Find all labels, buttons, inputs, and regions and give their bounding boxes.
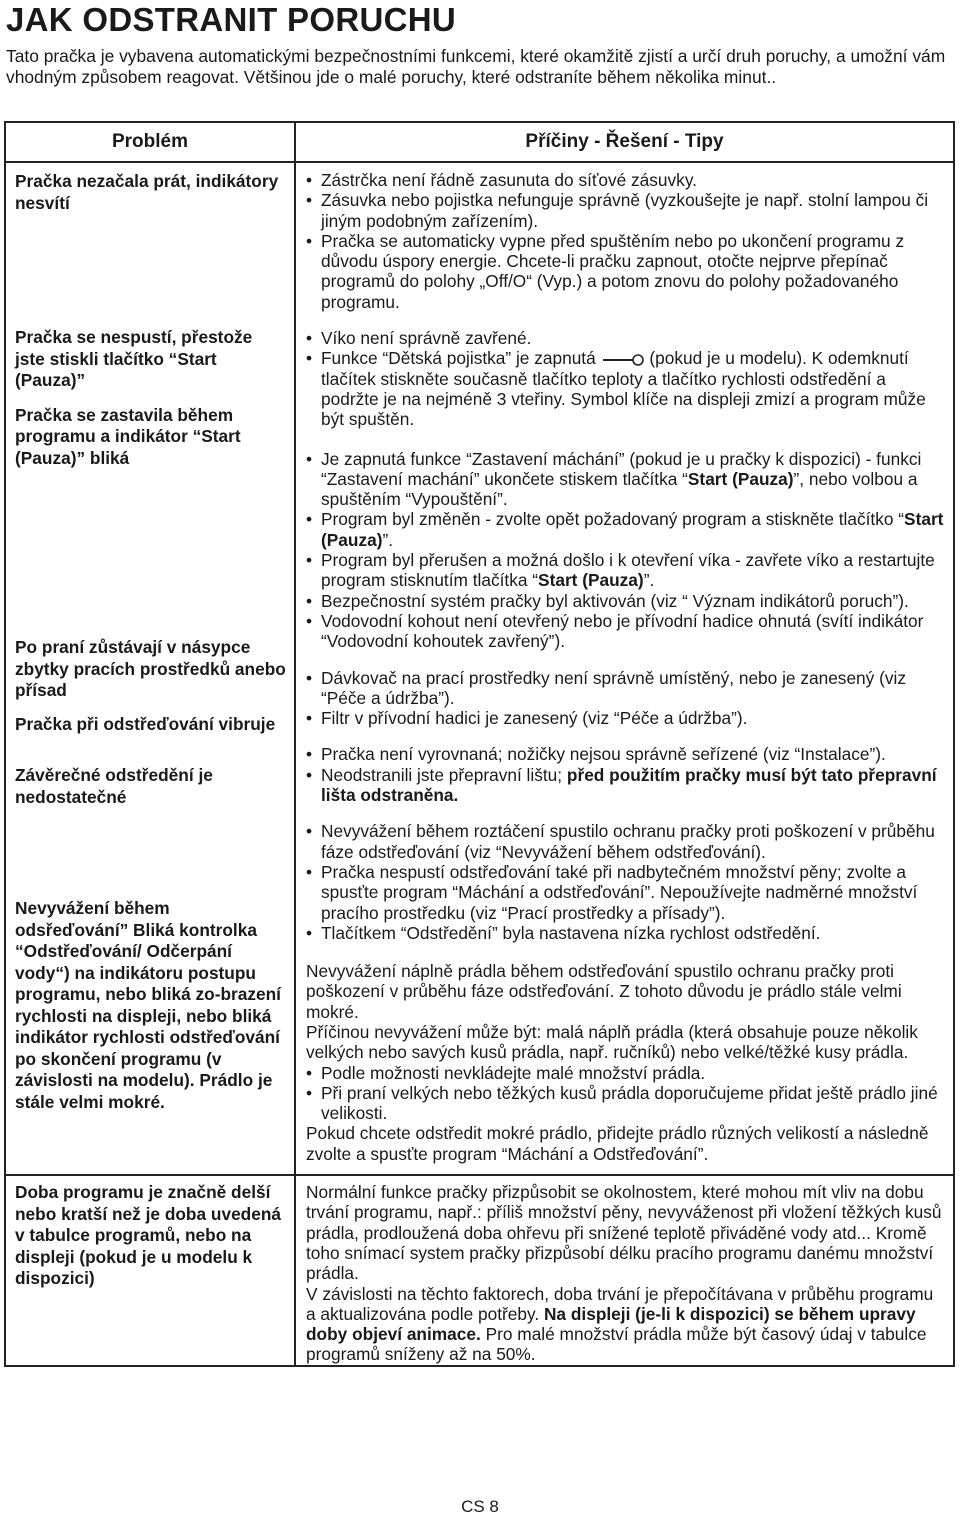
solutions-vibration xyxy=(306,728,947,805)
duration-paragraph-2: V závislosti na těchto faktorech, doba trvání je přepočítávana v průběhu programu a aktualizována podle potřeby. Na displeji (je-li k dispozici) se během upravy doby objeví animace. Pro malé množství prádla může být časový údaj v tabulce programů sníženy až na 50%. xyxy=(306,1283,934,1365)
list-item: • Zásuvka nebo pojistka nefunguje správně (vyzkoušejte je např. stolní lampou či jiným podobným zařízením). xyxy=(306,190,947,231)
list-item: • Tlačítkem “Odstředění” byla nastavena nízka rychlost odstředění. xyxy=(306,923,947,943)
list-item: • Filtr v přívodní hadici je zanesený (viz “Péče a údržba”). xyxy=(306,708,947,728)
list-item: • Je zapnutá funkce “Zastavení máchání” (pokud je u pračky k dispozici) - funkci “Zastavení machání” ukončete stiskem tlačítka “Start (Pauza)”, nebo volbou a spuštěním “Vypouštění”. xyxy=(306,449,947,510)
problem-vibration: Pračka při odstřeďování vibruje xyxy=(15,713,276,734)
list-item: • Dávkovač na prací prostředky není správně umístěný, nebo je zanesený (viz “Péče a údržba”). xyxy=(306,668,947,709)
intro-paragraph: Tato pračka je vybavena automatickými bezpečnostními funkcemi, které okamžitě zjistí a určí druh poruchy, a umožní vám vhodným způsobem reagovat. Většinou jde o malé poruchy, které odstraníte během několika minut.. xyxy=(6,46,946,87)
list-item: • Neodstranili jste přepravní lištu; před použitím pračky musí být tato přepravní lišta odstraněna. xyxy=(306,765,947,806)
list-item: • Při praní velkých nebo těžkých kusů prádla doporučujeme přidat ještě prádlo jiné velikosti. xyxy=(306,1083,947,1124)
solutions-no-power xyxy=(306,163,947,312)
problem-stopped: Pračka se zastavila během programu a indikátor “Start (Pauza)” bliká xyxy=(15,404,241,468)
solutions-stopped xyxy=(306,430,947,652)
list-item: • Program byl změněn - zvolte opět požadovaný program a stiskněte tlačítko “Start (Pauza)”. xyxy=(306,509,947,550)
duration-paragraph-1: Normální funkce pračky přizpůsobit se okolnostem, které mohou mít vliv na dobu trvání programu, např.: příliš množství pěny, nevyváženost při vložení těžkých kusů prádla, prodloužená doba ohřevu při snížené teplotě přiváděné vody atd... Kromě toho snímací system pračky přizpůsobí délku pracího programu danému množství prádla. xyxy=(306,1182,942,1284)
list-item: • Bezpečnostní systém pračky byl aktivován (viz “ Význam indikátorů poruch”). xyxy=(306,591,947,611)
imbalance-paragraph-1: Nevyvážení náplně prádla během odstřeďování spustilo ochranu pračky proti poškození v průběhu fáze odstřeďování. Z tohoto důvodu je prádlo stále velmi mokré. xyxy=(306,961,902,1022)
list-item: • Podle možnosti nevkládejte malé množství prádla. xyxy=(306,1063,947,1083)
list-item: • Víko není správně zavřené. xyxy=(306,328,947,348)
problem-program-duration: Doba programu je značně delší nebo kratší než je doba uvedená v tabulce programů, nebo na displeji (pokud je u modelu k dispozici) xyxy=(15,1182,282,1289)
header-solutions: Příčiny - Řešení - Tipy xyxy=(295,122,954,162)
list-item: • Funkce “Dětská pojistka” je zapnutá (pokud je u modelu). K odemknutí tlačítek stiskněte současně tlačítko teploty a tlačítko rychlosti odstředění a podržte je na nejméně 3 vteřiny. Symbol klíče na displeji zmizí a program může být spuštěn. xyxy=(306,348,947,429)
problem-poor-spin: Závěrečné odstředění je nedostatečné xyxy=(15,765,213,807)
solutions-program-duration xyxy=(306,1176,947,1365)
problem-imbalance: Nevyvážení během odsřeďování” Bliká kontrolka “Odstřeďování/ Odčerpání vody“) na indikátoru postupu programu, nebo bliká zo-brazení rychlosti na displeji, nebo bliká indikátor rychlosti odstřeďování po skončení programu (v závislosti na modelu). Prádlo je stále velmi mokré. xyxy=(15,898,281,1112)
solutions-imbalance xyxy=(306,943,947,1174)
imbalance-paragraph-2: Příčinou nevyvážení může být: malá náplň prádla (která obsahuje pouze několik velkých nebo savých kusů prádla, např. ručníků) nebo velké/těžké kusy prádla. xyxy=(306,1021,918,1063)
list-item: • Program byl přerušen a možná došlo i k otevření víka - zavřete víko a restartujte program stisknutím tlačítka “Start (Pauza)”. xyxy=(306,550,947,591)
page-title: JAK ODSTRANIT PORUCHU xyxy=(6,1,456,38)
page-number: CS 8 xyxy=(461,1497,499,1516)
list-item: • Pračka se automaticky vypne před spuštěním nebo po ukončení programu z důvodu úspory energie. Chcete-li pračku zapnout, otočte nejprve přepínač programů do polohy „Off/O“ (Vyp.) a potom znovu do polohy požadovaného programu. xyxy=(306,231,947,312)
list-item: • Pračka není vyrovnaná; nožičky nejsou správně seřízené (viz “Instalace”). xyxy=(306,744,947,764)
solutions-poor-spin xyxy=(306,805,947,943)
problem-no-power: Pračka nezačala prát, indikátory nesvítí xyxy=(15,171,279,213)
table-header-row xyxy=(5,122,954,162)
list-item: • Pračka nespustí odstřeďování také při nadbytečném množství pěny; zvolte a spusťte program “Máchání a odstřeďování”. Nepoužívejte nadměrné množství pracího prostředku (viz “Prací prostředky a přísady”). xyxy=(306,862,947,923)
troubleshooting-table xyxy=(4,121,955,1367)
key-lock-icon xyxy=(601,353,645,367)
solutions-detergent-residue xyxy=(306,652,947,729)
list-item: • Vodovodní kohout není otevřený nebo je přívodní hadice ohnutá (svítí indikátor “Vodovodní kohoutek zavřený”). xyxy=(306,611,947,652)
table-row xyxy=(5,162,954,1175)
problem-detergent-residue: Po praní zůstávají v násypce zbytky pracích prostředků anebo přísad xyxy=(15,637,286,700)
header-problem: Problém xyxy=(5,122,295,162)
list-item: • Nevyvážení během roztáčení spustilo ochranu pračky proti poškození v průběhu fáze odstřeďování (viz “Nevyvážení během odstřeďování). xyxy=(306,821,947,862)
table-row xyxy=(5,1175,954,1366)
imbalance-paragraph-3: Pokud chcete odstředit mokré prádlo, přidejte prádlo různých velikostí a následně zvolte a spusťte program “Máchání a Odstřeďování”. xyxy=(306,1123,929,1164)
problem-wont-start: Pračka se nespustí, přestože jste stiskli tlačítko “Start (Pauza)” xyxy=(15,327,253,390)
solutions-wont-start xyxy=(306,312,947,429)
list-item: • Zástrčka není řádně zasunuta do síťové zásuvky. xyxy=(306,170,947,190)
